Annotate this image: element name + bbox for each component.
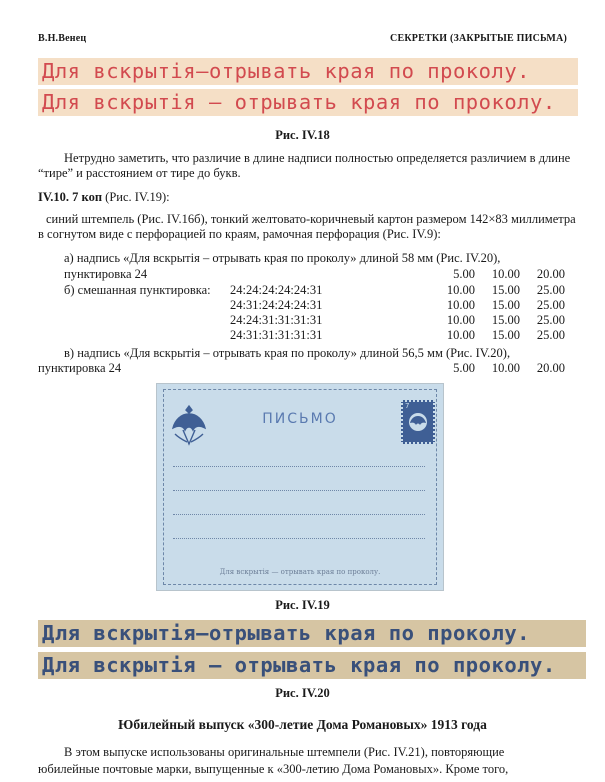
price-cell: 10.00 xyxy=(491,267,520,281)
letter-card-image xyxy=(156,383,444,591)
price-cell: 15.00 xyxy=(491,328,520,342)
price-cell: 25.00 xyxy=(536,283,565,297)
section-heading-ref: (Рис. IV.19): xyxy=(105,190,170,204)
card-title: ПИСЬМО xyxy=(262,411,338,427)
price-cell: 25.00 xyxy=(536,313,565,327)
price-cell: 10.00 xyxy=(446,328,475,342)
variety-b-label: б) смешанная пунктировка: xyxy=(64,283,211,297)
perforation-code: 24:31:31:31:31:31 xyxy=(230,328,323,342)
variety-a-line2: пунктировка 24 xyxy=(64,267,148,281)
inscription-strip-short: Для вскрытія — отрывать края по проколу. xyxy=(38,89,578,116)
perforation-code: 24:24:31:31:31:31 xyxy=(230,313,323,327)
price-cell: 15.00 xyxy=(491,298,520,312)
jubilee-paragraph-line2: юбилейные почтовые марки, выпущенные к «300-летию Дома Романовых». Кроме того, xyxy=(38,762,509,776)
section-heading-title: IV.10. 7 коп xyxy=(38,190,103,204)
price-cell: 15.00 xyxy=(491,283,520,297)
price-cell: 10.00 xyxy=(446,298,475,312)
jubilee-heading: Юбилейный выпуск «300-летие Дома Романовых» 1913 года xyxy=(118,717,487,732)
price-cell: 5.00 xyxy=(453,361,475,375)
price-cell: 5.00 xyxy=(453,267,475,281)
inscription-strip-blue-short: Для вскрытія — отрывать края по проколу. xyxy=(38,652,586,679)
figure-caption-iv19: Рис. IV.19 xyxy=(275,598,330,612)
variety-c-line1: в) надпись «Для вскрытія – отрывать края по проколу» длиной 56,5 мм (Рис. IV.20), xyxy=(64,346,511,360)
perforation-code: 24:24:24:24:24:31 xyxy=(230,283,323,297)
figure-caption-iv20: Рис. IV.20 xyxy=(275,686,330,700)
price-cell: 10.00 xyxy=(446,313,475,327)
section-heading xyxy=(38,190,170,205)
address-line xyxy=(173,466,425,467)
section-description: синий штемпель (Рис. IV.16б), тонкий желтовато-коричневый картон размером 142×83 миллиметра в согнутом виде с перфорацией по краям, рамочная перфорация (Рис. IV.9): xyxy=(38,212,576,241)
stamp-value: 7 xyxy=(405,402,410,410)
address-line xyxy=(173,490,425,491)
inscription-strip-blue-long: Для вскрытія—отрывать края по проколу. xyxy=(38,620,586,647)
address-line xyxy=(173,538,425,539)
card-footer-inscription: Для вскрытія — отрывать края по проколу. xyxy=(219,568,381,576)
price-cell: 20.00 xyxy=(536,361,565,375)
inscription-strip-long: Для вскрытія—отрывать края по проколу. xyxy=(38,58,578,85)
price-cell: 25.00 xyxy=(536,298,565,312)
jubilee-paragraph-line1: В этом выпуске использованы оригинальные штемпели (Рис. IV.21), повторяющие xyxy=(64,745,505,759)
variety-c-line2: пунктировка 24 xyxy=(38,361,122,375)
price-cell: 15.00 xyxy=(491,313,520,327)
price-cell: 10.00 xyxy=(446,283,475,297)
running-header-author: В.Н.Венец xyxy=(38,33,87,44)
price-cell: 20.00 xyxy=(536,267,565,281)
price-cell: 25.00 xyxy=(536,328,565,342)
running-header-title: СЕКРЕТКИ (ЗАКРЫТЫЕ ПИСЬМА) xyxy=(390,33,567,44)
figure-caption-iv18: Рис. IV.18 xyxy=(275,128,330,142)
variety-a-line1: а) надпись «Для вскрытія – отрывать края по проколу» длиной 58 мм (Рис. IV.20), xyxy=(64,251,501,265)
paragraph-dash-difference: Нетрудно заметить, что различие в длине надписи полностью определяется различием в длине “тире” и расстоянием от тире до букв. xyxy=(38,151,571,180)
address-line xyxy=(173,514,425,515)
perforation-code: 24:31:24:24:24:31 xyxy=(230,298,323,312)
price-cell: 10.00 xyxy=(491,361,520,375)
